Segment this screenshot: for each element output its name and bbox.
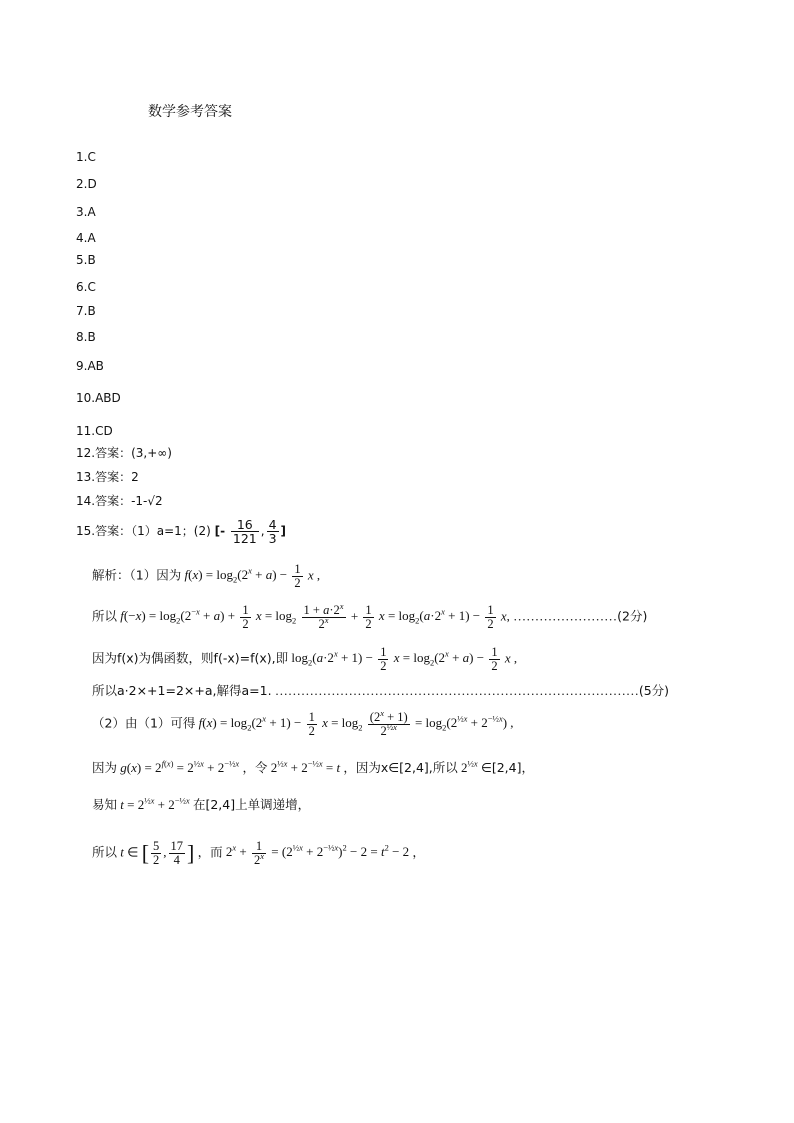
formula-t-in: t ∈	[120, 844, 139, 860]
formula-even-rhs: $x = \log_2(2^x + a)$ −	[393, 649, 485, 669]
formula-t-def: $2^{\frac{1}{2}x} + 2^{-\frac{1}{2}x} = t$	[270, 758, 341, 775]
frac-1-num: 16	[231, 518, 259, 532]
solution-line-7-prefix: 易知	[92, 797, 118, 812]
formula-half: $\frac{1}{2}$	[308, 710, 315, 738]
frac-2-den: 3	[268, 531, 277, 546]
bracket-open: [	[141, 840, 150, 866]
formula-frac-1a2x: $\frac{1 + a\cdot 2^x}{2^x}$	[303, 600, 344, 631]
formula-5-2: $\frac{5}{2}$	[153, 839, 160, 867]
score-2: (2分)	[617, 608, 648, 624]
formula-half: $\frac{1}{2}$	[242, 603, 249, 631]
formula-17-4: $\frac{17}{4}$	[170, 839, 184, 867]
solution-line-8-end: ，	[412, 844, 425, 860]
solution-line-6-prefix: 因为	[92, 760, 118, 775]
formula-g-def: $g(x) = 2^{f(x)} = 2^{\frac{1}{2}x} + 2^{-\frac{1}{2}x}$	[120, 758, 240, 775]
answer-10: 10.ABD	[76, 391, 121, 405]
frac-1-den: 121	[232, 531, 257, 546]
answer-6: 6.C	[76, 280, 96, 294]
answer-3: 3.A	[76, 205, 96, 219]
answer-4: 4.A	[76, 231, 96, 245]
formula-x-comma: x,	[500, 608, 510, 624]
solution-line-1-prefix: 解析：（1）因为	[92, 567, 182, 583]
formula-plus: +	[350, 608, 359, 624]
solution-line-3	[92, 646, 517, 673]
solution-line-8: 所以 t ∈ [ $\frac{5}{2}$ , $\frac{17}{4}$ ] ，而 $2^x$ + $\frac{1}{2^x}$ = $(2^{\frac{1}{2}x} + 2^{-\frac{1}{2}x})^2 - 2 = t^2 - 2$ ，	[92, 839, 425, 867]
formula-eq-log2: $x = \log_2(a\cdot 2^x + 1)$ −	[378, 607, 481, 627]
answer-15-frac-2	[267, 518, 279, 545]
formula-half: $\frac{1}{2}$	[294, 562, 301, 590]
formula-f-neg: $f(-x) = \log_2(2^{-x} + a)$ +	[120, 607, 236, 627]
formula-square: = $(2^{\frac{1}{2}x} + 2^{-\frac{1}{2}x})^2 - 2 = t^2 - 2$	[271, 843, 410, 860]
solution-line-4	[92, 681, 669, 699]
answer-13: 13.答案：2	[76, 470, 139, 484]
formula-x-tail: x ,	[307, 567, 321, 583]
solution-line-5	[92, 707, 514, 738]
solution-line-8-mid: ，而	[197, 844, 223, 860]
formula-eq-log: $x = \log_2$	[255, 608, 297, 627]
solution-line-2-prefix: 所以	[92, 608, 118, 624]
formula-half: $\frac{1}{2}$	[365, 603, 372, 631]
answer-15-bracket-open: [-	[214, 524, 226, 538]
solution-line-7-suffix: 在[2,4]上单调递增，	[192, 797, 311, 812]
answer-7: 7.B	[76, 304, 96, 318]
answer-9: 9.AB	[76, 359, 104, 373]
solution-line-8-prefix: 所以	[92, 844, 118, 860]
formula-f-simplified: $f(x) = \log_2(2^x + 1)$ −	[198, 714, 302, 734]
solution-line-7	[92, 795, 310, 813]
formula-2-half-x: $2^{\frac{1}{2}x}$	[461, 758, 478, 775]
frac-2-num: 4	[268, 517, 277, 532]
solution-line-5-prefix: （2）由（1）可得	[92, 715, 196, 731]
answer-12: 12.答案：(3,+∞)	[76, 446, 172, 460]
answer-15	[76, 518, 286, 545]
dotted-leader: …………………………………………………………………………	[274, 683, 639, 698]
answer-15-frac-1	[231, 518, 259, 545]
formula-final-log: = $\log_2(2^{\frac{1}{2}x} + 2^{-\frac{1}{2}x})$ ,	[414, 714, 514, 734]
formula-half: $\frac{1}{2}$	[487, 603, 494, 631]
formula-2x: $2^x$ +	[225, 843, 247, 860]
answer-15-comma: ,	[260, 524, 265, 538]
formula-t-expr: $t = 2^{\frac{1}{2}x} + 2^{-\frac{1}{2}x}$	[120, 795, 190, 812]
bracket-close: ]	[187, 840, 195, 866]
solution-line-1	[92, 563, 320, 590]
answer-15-bracket-close: ]	[280, 524, 287, 538]
answer-11: 11.CD	[76, 424, 113, 438]
formula-even-lhs: $\log_2(a\cdot 2^x + 1)$ −	[291, 649, 373, 669]
answer-15-head: 15.答案：（1）a=1；(2)	[76, 524, 211, 538]
solution-line-6	[92, 758, 534, 776]
answer-8: 8.B	[76, 330, 96, 344]
formula-f-def: $f(x) = \log_2(2^x + a)$ −	[184, 566, 288, 586]
formula-half: $\frac{1}{2}$	[380, 645, 387, 673]
score-5: (5分)	[638, 683, 670, 698]
formula-half: $\frac{1}{2}$	[491, 645, 498, 673]
answer-2: 2.D	[76, 177, 97, 191]
formula-x-end: x ,	[504, 650, 518, 666]
page-title: 数学参考答案	[148, 104, 232, 120]
solution-line-6-mid: ，令	[242, 760, 268, 775]
formula-1-over-2x: $\frac{1}{2^x}$	[254, 839, 265, 867]
formula-eq-log3: $x = \log_2$	[322, 715, 363, 734]
solution-line-2	[92, 600, 648, 631]
answer-14: 14.答案：-1-√2	[76, 494, 163, 508]
formula-frac-2x1: $\frac{(2^x + 1)}{2^{\frac{1}{2}x}}$	[369, 707, 408, 738]
solution-line-4-text: 所以a·2×+1=2×+a,解得a=1.	[92, 683, 272, 698]
answer-5: 5.B	[76, 253, 96, 267]
solution-line-6-end: ∈[2,4]，	[480, 760, 534, 775]
solution-line-3-prefix: 因为f(x)为偶函数，则f(-x)=f(x),即	[92, 650, 289, 666]
dotted-leader: ……………………	[513, 608, 618, 624]
answer-1: 1.C	[76, 150, 96, 164]
solution-line-6-mid2: ，因为x∈[2,4],所以	[343, 760, 458, 775]
